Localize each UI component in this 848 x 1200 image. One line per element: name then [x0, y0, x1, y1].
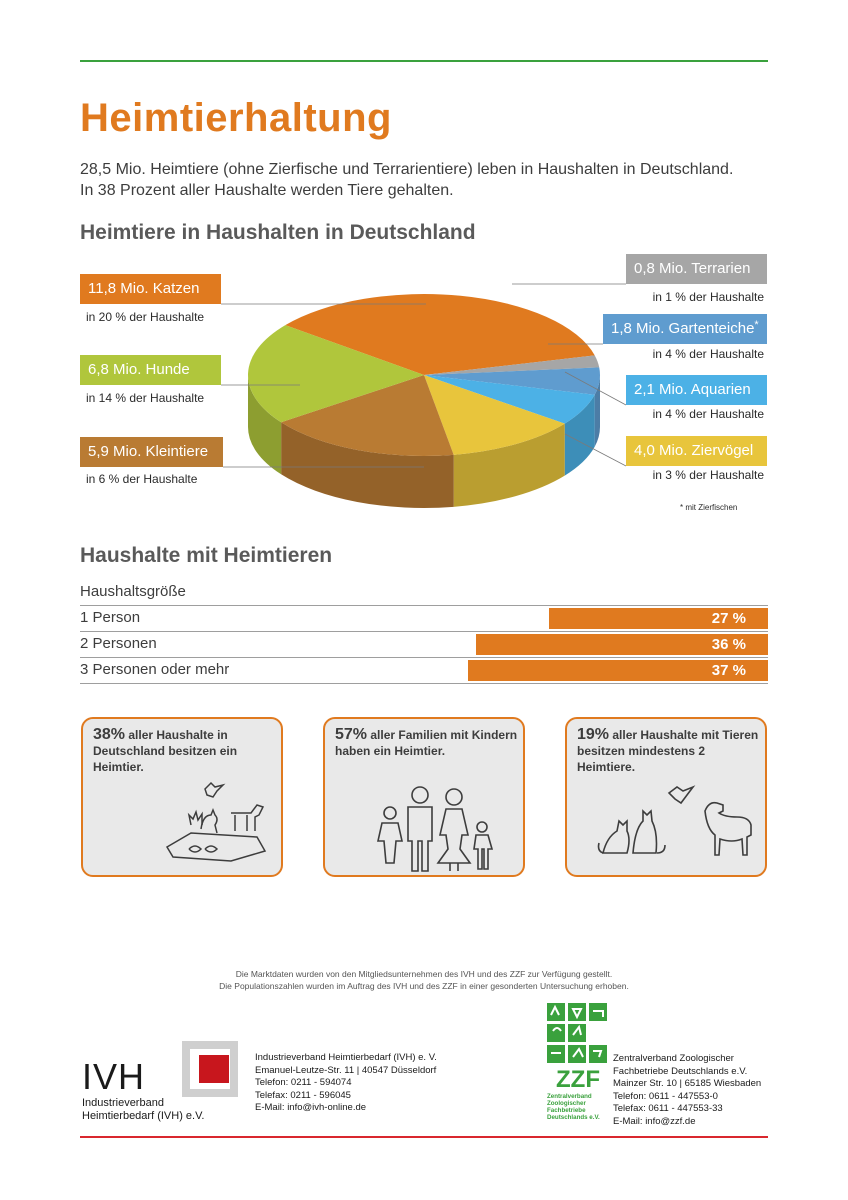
zzf-logo-line: Zentralverband [547, 1093, 592, 1100]
label-ziervoegel: 4,0 Mio. Ziervögel [626, 436, 767, 466]
pie-leader-line [565, 434, 626, 466]
sub-gartenteiche: in 4 % der Haushalte [652, 347, 764, 361]
stat-box-families [323, 717, 525, 877]
pie-slice-side [454, 424, 565, 507]
ivh-address-line: Telefax: 0211 - 596045 [255, 1089, 351, 1101]
zzf-address [613, 1053, 761, 1128]
households-heading: Haushalte mit Heimtieren [80, 544, 333, 567]
ivh-address-line: Emanuel-Leutze-Str. 11 | 40547 Düsseldorf [255, 1064, 437, 1076]
stat-number: 19% [577, 726, 610, 743]
zzf-address-line: Telefon: 0611 - 447553-0 [613, 1090, 718, 1102]
stat-number: 57% [335, 726, 368, 743]
pie-slice [424, 375, 565, 455]
stat-number: 38% [93, 726, 126, 743]
bottom-divider [80, 1136, 768, 1138]
sub-aquarien: in 4 % der Haushalte [652, 407, 764, 421]
stat-description: aller Haushalte mit Tieren besitzen mindestens 2 Heimtiere. [577, 728, 759, 774]
pie-slice-side [565, 395, 595, 476]
stat-text [335, 727, 519, 759]
zzf-logo-line: Deutschlands e.V. [547, 1114, 600, 1121]
sub-terrarien: in 1 % der Haushalte [652, 290, 764, 304]
top-divider [80, 60, 768, 62]
intro-line-2: In 38 Prozent aller Haushalte werden Tiere gehalten. [80, 182, 454, 199]
zzf-address-line: Mainzer Str. 10 | 65185 Wiesbaden [613, 1078, 762, 1089]
pie-slice-side [281, 422, 454, 508]
page-title: Heimtierhaltung [80, 96, 392, 140]
stat-text [93, 727, 277, 775]
label-hunde: 6,8 Mio. Hunde [80, 355, 221, 385]
sub-katzen: in 20 % der Haushalte [86, 310, 205, 324]
household-category: 1 Person [80, 609, 141, 626]
ivh-name-line-2: Heimtierbedarf (IVH) e.V. [82, 1110, 205, 1122]
zzf-address-line: Zentralverband Zoologischer [613, 1053, 734, 1064]
ivh-address [255, 1052, 437, 1115]
label-gartenteiche [603, 314, 767, 344]
pie-footnote: * mit Zierfischen [680, 503, 738, 512]
zzf-address-line: Fachbetriebe Deutschlands e.V. [613, 1065, 748, 1077]
sub-kleintiere: in 6 % der Haushalte [86, 472, 198, 486]
zzf-wordmark: ZZF [556, 1066, 600, 1093]
pie-slice [424, 375, 595, 424]
ivh-address-line: E-Mail: info@ivh-online.de [255, 1102, 367, 1113]
pie-slice [424, 355, 599, 375]
family-icon [376, 783, 506, 873]
pie-slice-side [595, 375, 600, 447]
sub-ziervoegel: in 3 % der Haushalte [652, 468, 764, 482]
stat-box-households [81, 717, 283, 877]
stat-box-multi-pets [565, 717, 767, 877]
pie-slice [248, 325, 424, 422]
household-row [80, 631, 768, 656]
label-aquarien: 2,1 Mio. Aquarien [626, 375, 767, 405]
zzf-logo-line: Zoologischer [547, 1100, 586, 1107]
label-katzen: 11,8 Mio. Katzen [80, 274, 221, 304]
intro-line-1: 28,5 Mio. Heimtiere (ohne Zierfische und Terrarientiere) leben in Haushalten in Deutschland. [80, 161, 734, 178]
household-size-label: Haushaltsgröße [80, 583, 186, 600]
ivh-name-line-1: Industrieverband [82, 1097, 164, 1109]
pie-slice-side [248, 375, 281, 474]
stat-description: aller Haushalte in Deutschland besitzen ein Heimtier. [93, 728, 238, 774]
label-gartenteiche-star: * [754, 319, 759, 331]
label-kleintiere: 5,9 Mio. Kleintiere [80, 437, 223, 467]
household-category: 2 Personen [80, 635, 157, 652]
stat-text [577, 727, 761, 775]
ivh-logo [182, 1041, 238, 1097]
label-terrarien: 0,8 Mio. Terrarien [626, 254, 767, 284]
pie-slice [285, 294, 594, 375]
ivh-address-line: Industrieverband Heimtierbedarf (IVH) e. V. [255, 1052, 437, 1063]
household-value: 36 % [711, 636, 746, 653]
household-value: 37 % [711, 662, 746, 679]
pie-leader-line [565, 372, 626, 405]
pie-slice [281, 375, 454, 456]
ivh-full-name [82, 1097, 204, 1123]
zzf-logo-line: Fachbetriebe [547, 1107, 586, 1114]
household-row [80, 605, 768, 630]
household-value: 27 % [711, 610, 746, 627]
source-line-2: Die Populationszahlen wurden im Auftrag des IVH und des ZZF in einer gesonderten Untersuchung erhoben. [219, 981, 629, 991]
pie-heading: Heimtiere in Haushalten in Deutschland [80, 221, 476, 244]
zzf-logo [545, 1001, 611, 1127]
stat-description: aller Familien mit Kindern haben ein Heimtier. [335, 728, 518, 758]
household-row [80, 657, 768, 682]
pets-icon [161, 777, 281, 867]
cats-dog-icon [597, 783, 757, 863]
zzf-address-line: E-Mail: info@zzf.de [613, 1115, 696, 1127]
intro-text [80, 159, 780, 201]
zzf-address-line: Telefax: 0611 - 447553-33 [613, 1103, 723, 1114]
pie-slice [424, 367, 600, 394]
ivh-wordmark: IVH [82, 1056, 146, 1097]
household-category: 3 Personen oder mehr [80, 661, 230, 678]
source-line-1: Die Marktdaten wurden von den Mitgliedsunternehmen des IVH und des ZZF zur Verfügung gestellt. [235, 969, 613, 979]
ivh-address-line: Telefon: 0211 - 594074 [255, 1077, 352, 1088]
sub-hunde: in 14 % der Haushalte [86, 391, 205, 405]
data-source-note [80, 968, 768, 992]
household-bottom-rule [80, 683, 768, 684]
label-gartenteiche-text: 1,8 Mio. Gartenteiche [611, 320, 755, 337]
